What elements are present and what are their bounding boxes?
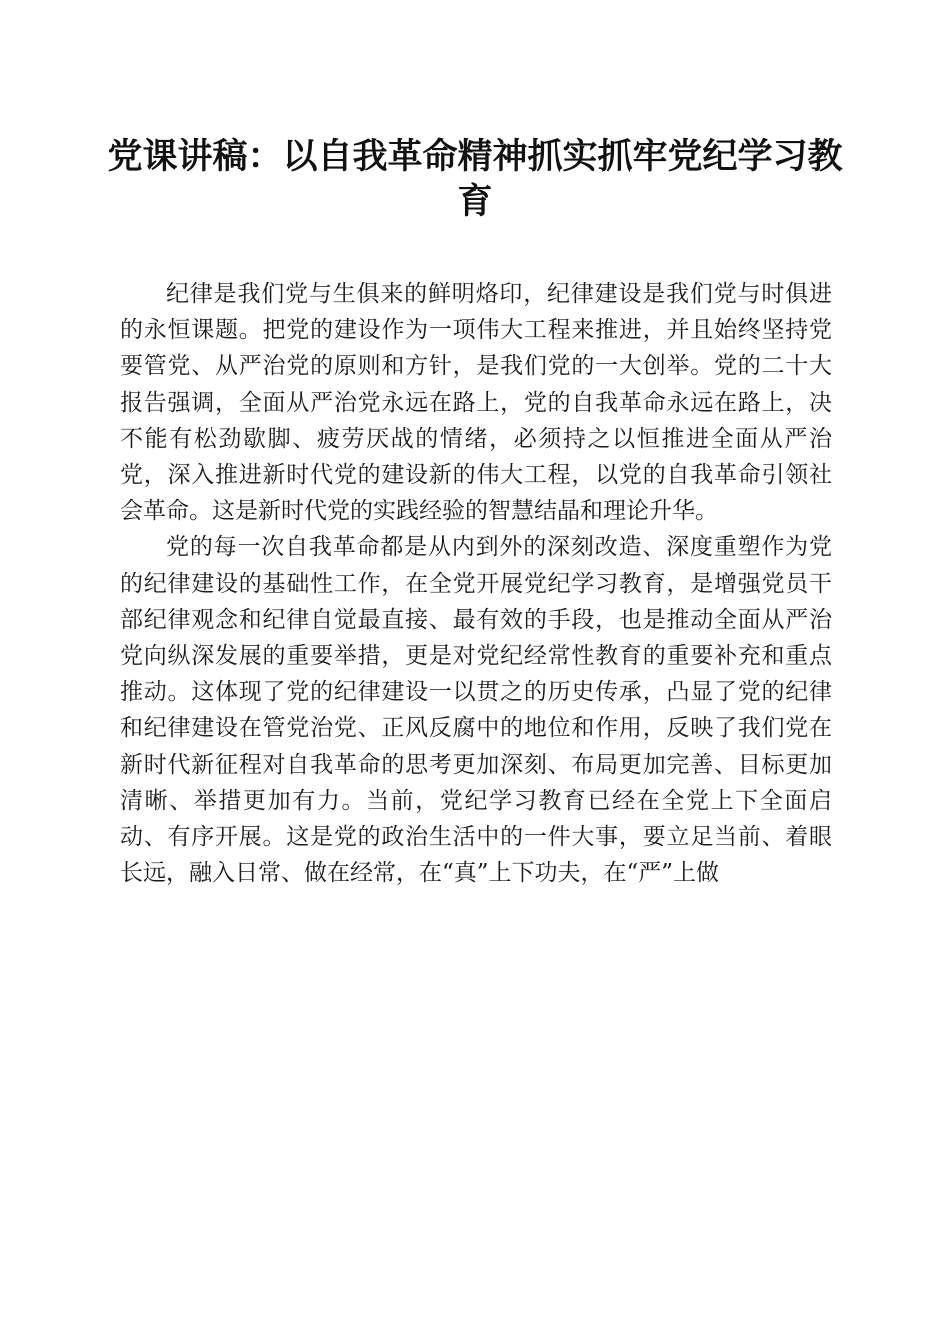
paragraph: 纪律是我们党与生俱来的鲜明烙印，纪律建设是我们党与时俱进的永恒课题。把党的建设作为一项伟大工程来推进，并且始终坚持党要管党、从严治党的原则和方针，是我们党的一大创举。党的二十大报告强调，全面从严治党永远在路上，党的自我革命永远在路上，决不能有松劲歇脚、疲劳厌战的情绪，必须持之以恒推进全面从严治党，深入推进新时代党的建设新的伟大工程，以党的自我革命引领社会革命。这是新时代党的实践经验的智慧结晶和理论升华。 [120, 281, 832, 525]
document-title: 党课讲稿：以自我革命精神抓实抓牢党纪学习教育 [107, 136, 843, 222]
document-body [120, 276, 832, 891]
paragraph: 党的每一次自我革命都是从内到外的深刻改造、深度重塑作为党的纪律建设的基础性工作，在全党开展党纪学习教育，是增强党员干部纪律观念和纪律自觉最直接、最有效的手段，也是推动全面从严治党向纵深发展的重要举措，更是对党纪经常性教育的重要补充和重点推动。这体现了党的纪律建设一以贯之的历史传承，凸显了党的纪律和纪律建设在管党治党、正风反腐中的地位和作用，反映了我们党在新时代新征程对自我革命的思考更加深刻、布局更加完善、目标更加清晰、举措更加有力。当前，党纪学习教育已经在全党上下全面启动、有序开展。这是党的政治生活中的一件大事，要立足当前、着眼长远，融入日常、做在经常，在“真”上下功夫，在“严”上做 [120, 534, 832, 887]
